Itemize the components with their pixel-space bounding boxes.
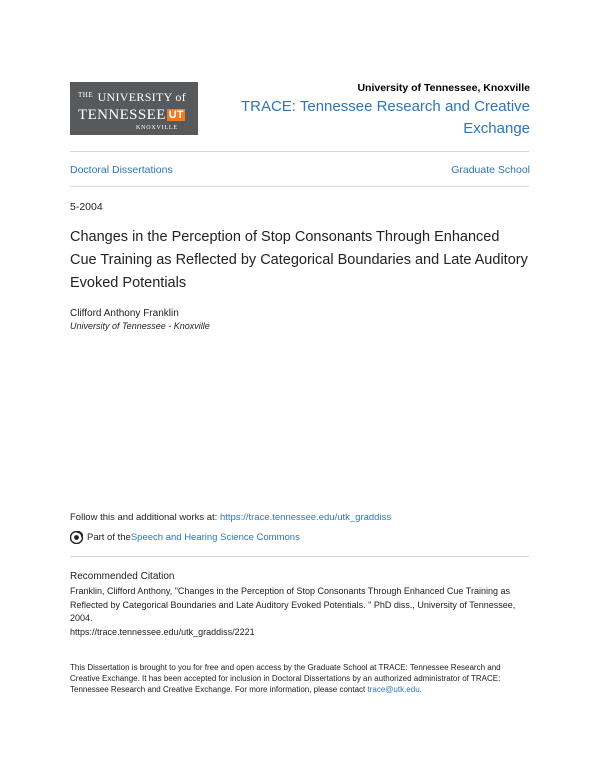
document-title: Changes in the Perception of Stop Consonants Through Enhanced Cue Training as Reflected by Categorical Boundaries and Late Auditory Evoked Potentials [70, 229, 528, 291]
publication-date: 5-2004 [70, 201, 103, 213]
citation-url: https://trace.tennessee.edu/utk_graddiss/2221 [70, 626, 255, 637]
repository-link[interactable]: TRACE: Tennessee Research and Creative Exchange [240, 98, 530, 137]
institution-name: University of Tennessee, Knoxville [357, 82, 530, 94]
part-of-line [70, 531, 300, 544]
follow-prefix: Follow this and additional works at: [70, 512, 220, 523]
contact-email-link[interactable]: trace@utk.edu [367, 685, 420, 694]
logo-university: UNIVERSITY of [97, 90, 187, 104]
graduate-school-link[interactable]: Graduate School [451, 164, 530, 176]
author-name: Clifford Anthony Franklin [70, 308, 179, 319]
university-logo [70, 82, 198, 135]
follow-url-link[interactable]: https://trace.tennessee.edu/utk_graddiss [219, 512, 392, 523]
speech-hearing-commons-link[interactable]: Speech and Hearing Science Commons [130, 532, 300, 543]
part-of-prefix: Part of the [87, 532, 131, 543]
recommended-citation-heading: Recommended Citation [70, 571, 175, 582]
logo-knoxville: KNOXVILLE [136, 125, 178, 131]
logo-the: THE [78, 91, 94, 99]
author-affiliation: University of Tennessee - Knoxville [70, 321, 210, 331]
logo-tennessee: TENNESSEE [78, 107, 166, 123]
disclaimer-text: This Dissertation is brought to you for free and open access by the Graduate School at TRACE: Tennessee Research and Creative Exchange. It has been accepted for inclusion in Doctoral Dissertations by an authorized administrator of TRACE: Tennessee Research and Creative Exchange. For more information, please contact [70, 663, 501, 694]
divider-citation [70, 556, 529, 557]
follow-line [70, 512, 391, 523]
citation-text-block [70, 585, 530, 639]
open-access-icon [70, 531, 83, 544]
citation-text: Franklin, Clifford Anthony, "Changes in the Perception of Stop Consonants Through Enhanced Cue Training as Reflected by Categorical Boundaries and Late Auditory Evoked Potentials. " PhD diss., University of Tennessee, 2004. [70, 586, 516, 623]
doctoral-dissertations-link[interactable]: Doctoral Dissertations [70, 164, 173, 176]
divider-nav [70, 186, 529, 187]
divider-top [70, 151, 529, 152]
logo-ut-mark: UT [168, 109, 184, 121]
disclaimer-end: . [419, 685, 422, 694]
disclaimer-block [70, 662, 530, 695]
